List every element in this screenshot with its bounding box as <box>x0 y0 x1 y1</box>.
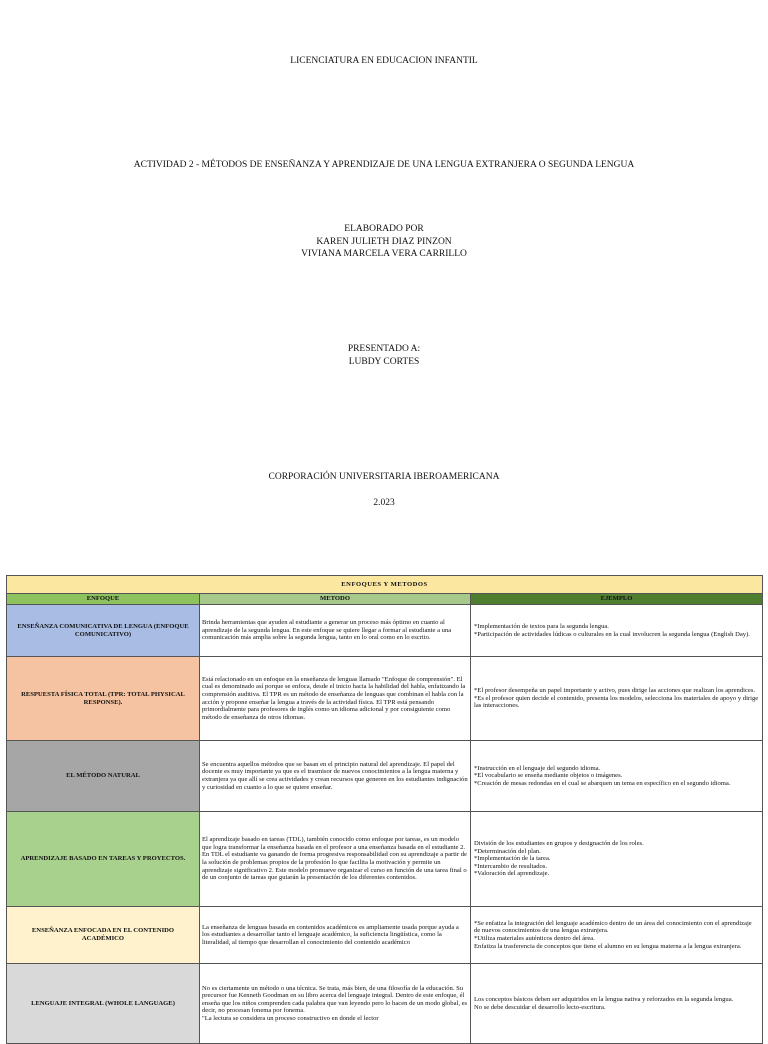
ejemplo-line: *Implementación de la tarea. <box>474 855 551 863</box>
ejemplo-line: *El profesor desempeña un papel importante y activo, pues dirige las acciones que realizan los aprendices. <box>474 687 756 695</box>
ejemplo-line: *Es el profesor quien decide el contenido, presenta los modelos, selecciona los materiales de apoyo y dirige las interacciones. <box>474 694 759 710</box>
metodo-text: No es ciertamente un método o una técnica. Se trata, más bien, de una filosofía de la educación. Su precursor fue Kenneth Goodman en su libro acerca del lenguaje integral. Dentro de este enfoque, él enseña que los niños comprenden cada palabra que van leyendo pero lo hacen de un modo global, es decir, no procesan fonema por fonema. <box>202 984 468 1015</box>
elaborated-label: ELABORADO POR <box>344 224 424 234</box>
activity-title: ACTIVIDAD 2 - MÉTODOS DE ENSEÑANZA Y APRENDIZAJE DE UNA LENGUA EXTRANJERA O SEGUNDA LENGUA <box>133 160 635 170</box>
ejemplo-line: *Participación de actividades lúdicas o culturales en la cual involucren la segunda lengua (English Day). <box>474 630 750 638</box>
author-1: KAREN JULIETH DIAZ PINZON <box>316 237 452 247</box>
author-2: VIVIANA MARCELA VERA CARRILLO <box>301 249 467 259</box>
ejemplo-line: *El vocabulario se enseña mediante objetos o imágenes. <box>474 772 623 780</box>
ejemplo-cell <box>471 605 763 657</box>
metodo-text-extra: "La lectura se considera un proceso constructivo en donde el lector <box>202 1014 379 1022</box>
enfoque-cell: LENGUAJE INTEGRAL (WHOLE LANGUAGE) <box>7 964 200 1044</box>
enfoque-cell: EL MÉTODO NATURAL <box>7 741 200 812</box>
presented-label: PRESENTADO A: <box>347 344 421 354</box>
metodo-cell: La enseñanza de lenguas basada en contenidos académicos es ampliamente usada porque ayuda a los estudiantes a desarrollar tanto el lenguaje académico, la suficiencia lingüística, como la literalidad, al tiempo que desarrollan el conocimiento del contenido académico <box>200 907 471 964</box>
ejemplo-line: *Utiliza materiales auténticos dentro del área. <box>474 935 595 942</box>
header-metodo: METODO <box>200 594 471 605</box>
enfoque-cell: ENSEÑANZA COMUNICATIVA DE LENGUA (ENFOQUE COMUNICATIVO) <box>7 605 200 657</box>
enfoque-cell: RESPUESTA FÍSICA TOTAL (TPR: TOTAL PHYSICAL RESPONSE). <box>7 657 200 741</box>
methods-table <box>6 575 763 1044</box>
table-row <box>7 741 763 812</box>
ejemplo-line: *Instrucción en el lenguaje del segundo idioma. <box>474 764 601 772</box>
ejemplo-cell <box>471 741 763 812</box>
university-name: CORPORACIÓN UNIVERSITARIA IBEROAMERICANA <box>268 472 500 482</box>
ejemplo-cell <box>471 812 763 907</box>
header-enfoque: ENFOQUE <box>7 594 200 605</box>
ejemplo-line: *Se enfatiza la integración del lenguaje académico dentro de un área del conocimiento con el aprendizaje de nuevos conocimientos de una lengua extranjera. <box>474 919 752 935</box>
enfoque-cell: ENSEÑANZA ENFOCADA EN EL CONTENIDO ACADÉMICO <box>7 907 200 964</box>
program-title: LICENCIATURA EN EDUCACION INFANTIL <box>290 56 478 66</box>
table-row <box>7 907 763 964</box>
table-row <box>7 812 763 907</box>
table-row <box>7 657 763 741</box>
metodo-cell: Se encuentra aquellos métodos que se basan en el principio natural del aprendizaje. El papel del docente es muy importante ya que es el trasmisor de nuevos conocimientos a la lengua materna y extranjera ya que allí se crea actividades y crean recursos que generen en los estudiantes indignación y curiosidad en cuanto a lo que se quiere enseñar. <box>200 741 471 812</box>
ejemplo-cell <box>471 964 763 1044</box>
ejemplo-line: *Valoración del aprendizaje. <box>474 870 550 878</box>
ejemplo-line: *Determinación del plan. <box>474 847 541 855</box>
ejemplo-line: División de los estudiantes en grupos y designación de los roles. <box>474 840 644 848</box>
table-row <box>7 964 763 1044</box>
ejemplo-cell <box>471 657 763 741</box>
ejemplo-line: Los conceptos básicos deben ser adquiridos en la lengua nativa y reforzados en la segunda lengua. <box>474 995 734 1003</box>
presented-to: LUBDY CORTES <box>348 357 420 367</box>
ejemplo-line: *Creación de mesas redondas en el cual se abarquen un tema en específico en el segundo idioma. <box>474 779 731 787</box>
ejemplo-line: No se debe descuidar el desarrollo lecto-escritura. <box>474 1003 606 1011</box>
metodo-cell: El aprendizaje basado en tareas (TDL), también conocido como enfoque por tareas, es un modelo que logra transformar la enseñanza basada en el profesor a una enseñanza basada en el estudiante 2. En TDL el estudiante va ganando de forma progresiva responsabilidad con su aprendizaje a partir de la solución de problemas propios de la profesión lo que facilita la motivación y permite un aprendizaje significativo 2. Este modelo promueve organizar el curso en función de una tarea final o de un conjunto de tareas que guiarán la presentación de los diferentes contenidos. <box>200 812 471 907</box>
table-title: ENFOQUES Y METODOS <box>7 576 763 594</box>
metodo-cell: Brinda herramientas que ayuden al estudiante a generar un proceso más óptimo en cuanto al aprendizaje de la segunda lengua. En este enfoque se quiere llegar a formar al estudiante a una comunicación más amplia sobre la segunda lengua, tanto en lo oral como en lo escrito. <box>200 605 471 657</box>
ejemplo-line: *Intercambio de resultados. <box>474 862 548 870</box>
ejemplo-line: *Implementación de textos para la segunda lengua. <box>474 622 609 630</box>
metodo-cell <box>200 964 471 1044</box>
metodo-cell: Está relacionado en un enfoque en la enseñanza de lenguas llamado "Enfoque de comprensión". El cual es denominado así porque se enfoca, desde el inicio hacia la habilidad del habla, enfatizando la comprensión auditiva. El TPR es un método de enseñanza de lenguas que combinan el habla con la acción y propone enseñar la lengua a través de la actividad física. El TPR está pensando primordialmente para profesores de inglés como un idioma adicional y por consiguiente como método de enseñanza de otros idiomas. <box>200 657 471 741</box>
ejemplo-line: Enfatiza la trasferencia de conceptos que tiene el alumno en su lengua materna a la lengua extranjera. <box>474 942 742 950</box>
header-ejemplo: EJEMPLO <box>471 594 763 605</box>
year: 2.023 <box>373 498 395 508</box>
table-row <box>7 605 763 657</box>
ejemplo-cell <box>471 907 763 964</box>
enfoque-cell: APRENDIZAJE BASADO EN TAREAS Y PROYECTOS. <box>7 812 200 907</box>
